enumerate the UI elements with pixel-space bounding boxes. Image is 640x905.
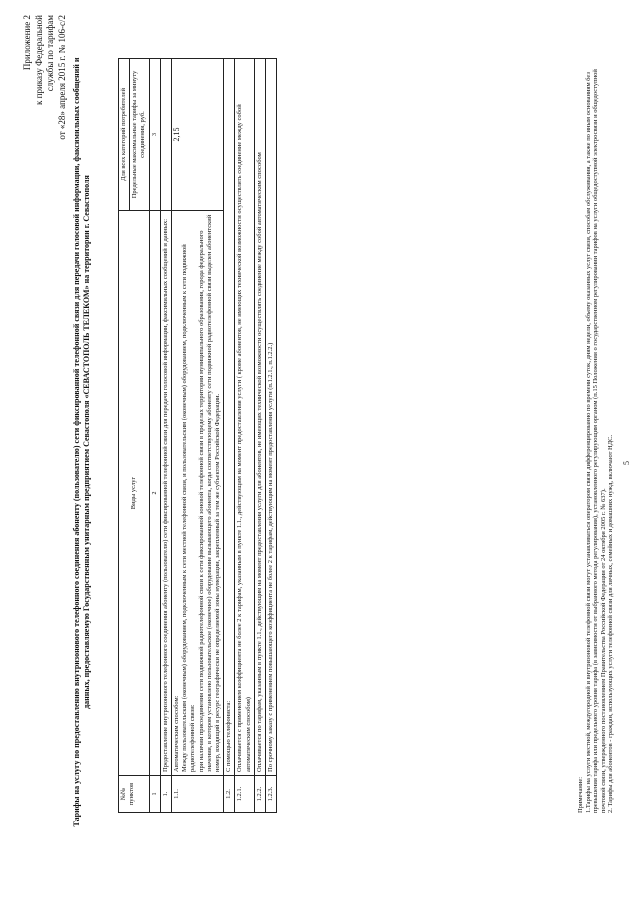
- table-row: [160, 59, 171, 813]
- order-label: к приказу Федеральной: [33, 15, 44, 105]
- table-row: [235, 59, 254, 813]
- approval-block: [22, 15, 68, 215]
- table-header-row: [119, 59, 130, 813]
- row-service-text: [172, 211, 224, 776]
- tariff-table: [118, 58, 277, 813]
- notes-heading: Примечание:: [577, 776, 584, 813]
- table-row: [254, 59, 265, 813]
- appendix-label: Приложение 2: [22, 15, 32, 71]
- document-title: Тарифы на услугу по предоставлению внутризонового телефонного соединения абоненту (пользователю) сети фиксированной телефонной связи для передачи голосовой информации, факсимильных сообщений и данных, предоставляемую Государственным унитарным предприятием Севастополя «СЕВАСТОПОЛЬ ТЕЛЕКОМ» на территории г. Севастополя: [72, 57, 91, 827]
- table-row: [266, 59, 277, 813]
- row-number: 1.2.1.: [235, 776, 254, 813]
- note-item: 1.Тарифы на услуги местной, междугородной и внутризоновой телефонной связи могут устанавливаться оператором связи дифференцированно по времени суток, дням недели, объему оказанных услуг связи, способам обслуживания, а также по иным основаниям без превышения тарифа или предельного уровня тарифа (в зависимости от выбранного метода регулирования), установленного регулирующим органом (п.15 Положения о государственном регулировании тарифов на услуги общедоступной электросвязи и общедоступной почтовой связи, утвержденного постановлением Правительства Российской Федерации от 24 октября 2005 г. № 637).: [584, 69, 607, 813]
- row-service-text: По срочному заказу с применением повышающего коэффициента не более 2 к тарифам, действующим на момент предоставления услуги (п.1.2.1., п.1.2.2.): [266, 59, 277, 776]
- note-item: 2. Тарифы для абонентов - граждан, использующих услуги телефонной связи для личных, семейных и домашних нужд, включают НДС.: [607, 434, 615, 813]
- column-number-row: [149, 59, 160, 813]
- agency-label: службы по тарифам: [45, 15, 55, 92]
- row-number: 1.1.: [172, 776, 224, 813]
- header-service-type: Виды услуг: [119, 211, 150, 776]
- row-tariff-value: 2,15: [172, 59, 224, 211]
- notes-block: [577, 53, 615, 813]
- row-service-heading: Автоматическим способом:: [173, 695, 181, 772]
- row-service-text: Оплачивается с применением коэффициента не более 2 к тарифам, указанным в пункте 1.1., действующим на момент предоставления услуги ( кроме абонентов, не имеющих технической возможности осуществлять соединение между собой автоматическим способом): [235, 59, 254, 776]
- row-service-subtext: при наличии присоединения сети подвижной радиотелефонной связи к сети фиксированной зоновой телефонной связи в пределах территории муниципального образования, города федерального значения, в котором установлено пользовательское (оконечное) оборудование вызывающего абонента, когда соответствующему абоненту сети подвижной радиотелефонной связи выделен абонентский номер, входящий в ресурс географически не определяемой зоны нумерации, закрепленный за тем же субъектом Российской Федерации.: [197, 214, 222, 772]
- column-number: 3: [149, 59, 160, 211]
- row-number: 1.2.3.: [266, 776, 277, 813]
- header-max-tariff: Предельные максимальные тарифы за минуту соединения, руб.: [130, 59, 149, 211]
- row-number: 1.2.2.: [254, 776, 265, 813]
- row-tariff-empty: [160, 59, 171, 211]
- header-item-number: №№ пунктов: [119, 776, 150, 813]
- row-service-text: Оплачивается по тарифам, указанным в пункте 1.1., действующим на момент предоставления услуги для абонентов, не имеющих технической возможности осуществлять соединение между собой автоматическим способом: [254, 59, 265, 776]
- header-consumer-category: Для всех категорий потребителей: [119, 59, 130, 211]
- column-number: 2: [149, 211, 160, 776]
- row-service-subtext: Между пользовательским (оконечным) оборудованием, подключенным к сети местной телефонной связи, и пользовательским (оконечным) оборудованием, подключенным к сети подвижной радиотелефонной связи:: [181, 244, 197, 772]
- row-service-text: С помощью телефониста:: [224, 59, 235, 776]
- row-number: 1.2.: [224, 776, 235, 813]
- row-service-text: Предоставление внутризонового телефонного соединения абоненту (пользователю) сети фиксированной телефонной связи для передачи голосовой информации, факсимильных сообщений и данных:: [160, 211, 171, 776]
- table-row: [172, 59, 224, 813]
- page-number: 5: [622, 461, 631, 465]
- table-row: [224, 59, 235, 813]
- column-number: 1: [149, 776, 160, 813]
- row-number: 1.: [160, 776, 171, 813]
- order-date-label: от «28» апреля 2015 г. № 106-с/2: [56, 15, 67, 140]
